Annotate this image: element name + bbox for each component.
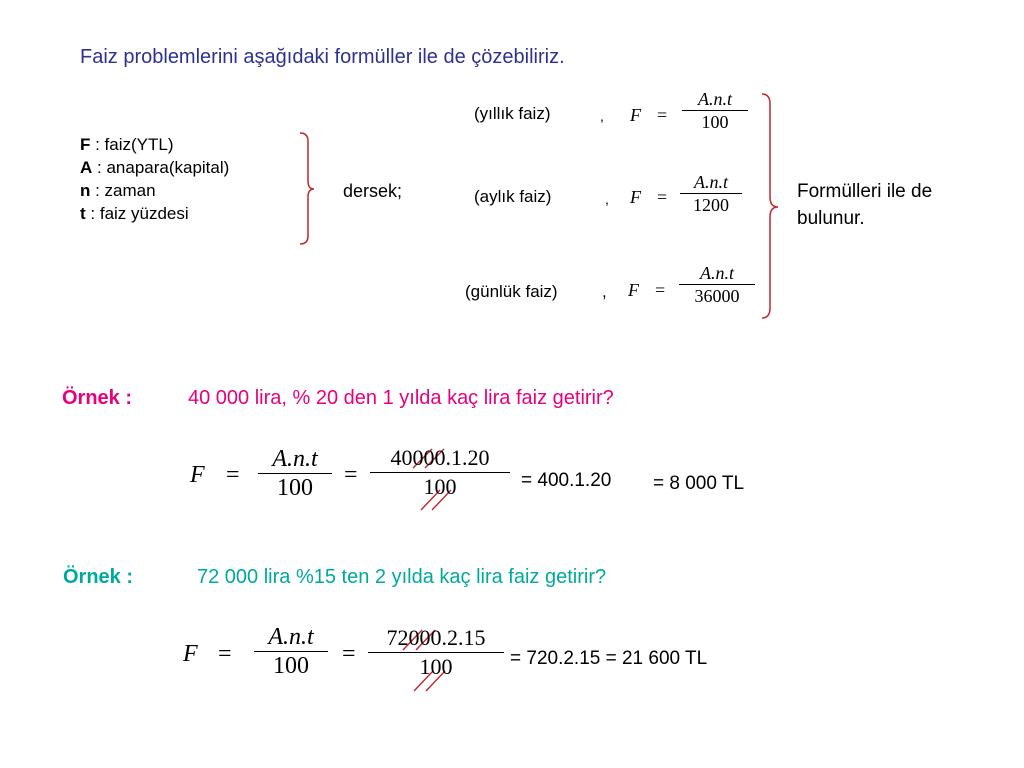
example-1-label: Örnek : (62, 387, 133, 409)
example-2-substitution-fraction (368, 624, 504, 681)
example-2-question: 72 000 lira %15 ten 2 yılda kaç lira faiz getirir? (197, 566, 607, 588)
formula-equals: = (657, 187, 668, 207)
fraction-numerator: A.n.t (694, 172, 728, 192)
definition-symbol: n (80, 181, 91, 200)
example-1-result: = 8 000 TL (653, 473, 745, 494)
example-1-step: = 400.1.20 (521, 470, 612, 491)
example-1-question: 40 000 lira, % 20 den 1 yılda kaç lira faiz getirir? (188, 387, 614, 409)
formulas-brace (762, 94, 778, 318)
formula-lhs: F (628, 280, 639, 300)
formula-label-yearly: (yıllık faiz) (474, 104, 551, 123)
definition-text: : anapara(kapital) (92, 158, 230, 177)
fraction-denominator: 36000 (694, 286, 740, 306)
example-1-equals-2: = (344, 462, 358, 488)
fraction-numerator: A.n.t (700, 263, 734, 283)
definition-text: : faiz(YTL) (90, 135, 174, 154)
example-2-formula-fraction (254, 623, 328, 680)
formula-fraction (680, 171, 742, 216)
fraction-numerator: A.n.t (268, 624, 314, 650)
formula-lhs: F (630, 187, 641, 207)
formula-equals: = (655, 280, 666, 300)
definition-symbol: F (80, 135, 91, 154)
example-2-result: = 720.2.15 = 21 600 TL (510, 648, 708, 669)
example-1-substitution-fraction (370, 444, 510, 501)
formula-lhs: F (630, 105, 641, 125)
formula-label-monthly: (aylık faiz) (474, 187, 552, 206)
fraction-numerator: A.n.t (698, 89, 732, 109)
example-2-label: Örnek : (63, 566, 134, 588)
example-1-lhs: F (190, 462, 205, 488)
example-2-lhs: F (183, 641, 198, 667)
formula-label-daily: (günlük faiz) (465, 282, 558, 301)
example-2-equals: = (218, 641, 232, 667)
definitions-brace (300, 133, 314, 244)
formula-fraction (679, 262, 755, 307)
formula-comma: , (602, 282, 607, 301)
page-title: Faiz problemlerini aşağıdaki formüller ile de çözebiliriz. (80, 46, 565, 68)
example-1-formula-fraction (258, 445, 332, 502)
fraction-numerator: A.n.t (272, 446, 318, 472)
fraction-denominator: 100 (277, 475, 313, 501)
fraction-denominator: 100 (423, 474, 457, 499)
definition-text: : faiz yüzdesi (85, 204, 189, 223)
dersek-text: dersek; (343, 181, 403, 201)
definition-symbol: t (80, 204, 86, 223)
fraction-denominator: 1200 (693, 195, 729, 215)
fraction-numerator: 40000.1.20 (390, 445, 490, 470)
example-2-equals-2: = (342, 641, 356, 667)
formula-comma: , (600, 108, 604, 124)
fraction-denominator: 100 (701, 112, 729, 132)
definition-symbol: A (80, 158, 93, 177)
fraction-denominator: 100 (273, 653, 309, 679)
definition-text: : zaman (90, 181, 156, 200)
formulas-note: Formülleri ile de bulunur. (797, 181, 933, 229)
example-1-equals: = (226, 462, 240, 488)
fraction-denominator: 100 (419, 654, 453, 679)
formula-comma: , (605, 191, 609, 207)
formula-equals: = (657, 105, 668, 125)
fraction-numerator: 72000.2.15 (386, 625, 486, 650)
formula-fraction (682, 88, 748, 133)
